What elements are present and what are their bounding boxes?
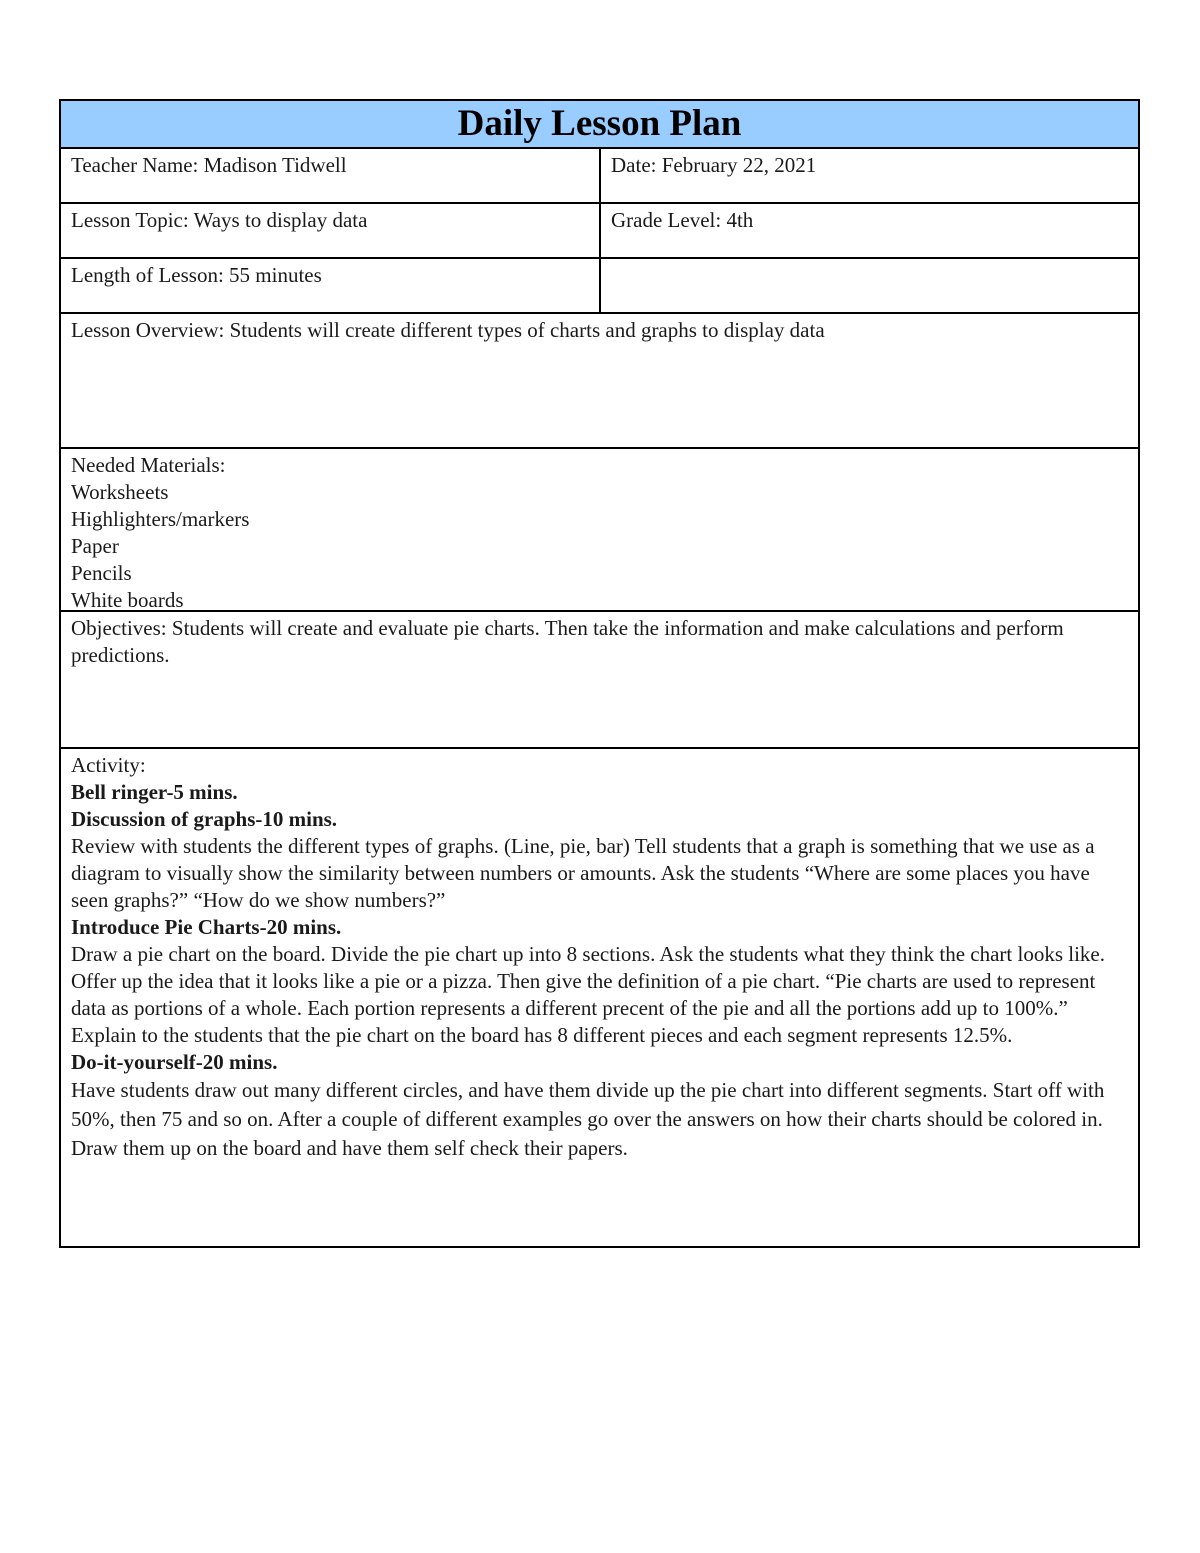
objectives-row — [61, 612, 1138, 749]
lesson-topic-cell: Lesson Topic: Ways to display data — [61, 204, 601, 257]
activity-row — [61, 749, 1138, 1246]
materials-heading: Needed Materials: — [71, 453, 226, 477]
pie-charts-text: Draw a pie chart on the board. Divide the pie chart up into 8 sections. Ask the students what they think the chart looks like. Offer up the idea that it looks like a pie or a pizza. Then give the definition of a pie chart. “Pie charts are used to represent data as portions of a whole. Each portion represents a different precent of the pie and all the portions add up to 100%.” Explain to the students that the pie chart on the board has 8 different pieces and each segment represents 12.5%. — [71, 942, 1106, 1047]
bell-ringer-heading: Bell ringer-5 mins. — [71, 780, 238, 804]
materials-item: Worksheets — [71, 480, 169, 504]
length-row — [61, 259, 1138, 314]
materials-cell — [61, 449, 1138, 610]
date-cell: Date: February 22, 2021 — [611, 153, 817, 177]
materials-item: Pencils — [71, 561, 132, 585]
lesson-length-cell: Length of Lesson: 55 minutes — [61, 259, 601, 312]
diy-heading: Do-it-yourself-20 mins. — [71, 1050, 278, 1074]
overview-row — [61, 314, 1138, 449]
materials-item: Highlighters/markers — [71, 507, 250, 531]
activity-heading: Activity: — [71, 753, 146, 777]
page-title: Daily Lesson Plan — [61, 101, 1138, 149]
lesson-plan-table — [59, 99, 1140, 1248]
discussion-text: Review with students the different types of graphs. (Line, pie, bar) Tell students that a graph is something that we use as a diagram to visually show the similarity between numbers or amounts. Ask the students “Where are some places you have seen graphs?” “How do we show numbers?” — [71, 834, 1095, 912]
teacher-date-row — [61, 149, 1138, 204]
diy-text: Have students draw out many different circles, and have them divide up the pie chart into different segments. Start off with 50%, then 75 and so on. After a couple of different examples go over the answers on how their charts should be colored in. Draw them up on the board and have them self check their papers. — [71, 1078, 1105, 1160]
materials-item: White boards — [71, 588, 184, 612]
materials-item: Paper — [71, 534, 119, 558]
discussion-heading: Discussion of graphs-10 mins. — [71, 807, 338, 831]
lesson-overview-cell: Lesson Overview: Students will create different types of charts and graphs to display data — [71, 318, 825, 342]
teacher-name-cell: Teacher Name: Madison Tidwell — [61, 149, 601, 202]
grade-level-cell: Grade Level: 4th — [611, 208, 754, 232]
materials-row — [61, 449, 1138, 612]
topic-grade-row — [61, 204, 1138, 259]
empty-cell — [601, 259, 1138, 312]
activity-cell — [61, 749, 1138, 1246]
objectives-cell: Objectives: Students will create and evaluate pie charts. Then take the information and make calculations and perform predictions. — [71, 616, 1064, 667]
pie-charts-heading: Introduce Pie Charts-20 mins. — [71, 915, 342, 939]
